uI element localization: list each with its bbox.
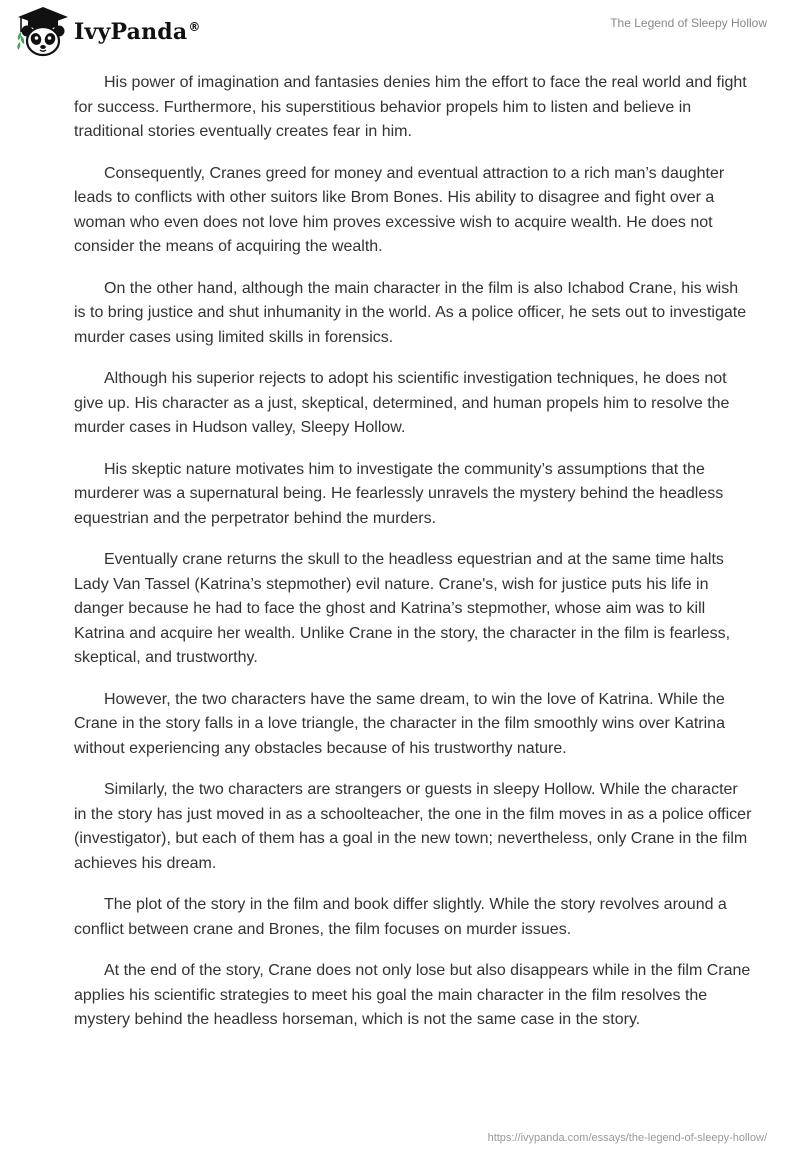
paragraph: At the end of the story, Crane does not only lose but also disappears while in the film Crane applies his scientific strategies to meet his goal the main character in the film resolves the mystery behind the headless horseman, which is not the same case in the story. — [74, 962, 751, 1028]
paragraph: On the other hand, although the main character in the film is also Ichabod Crane, his wish is to bring justice and shut inhumanity in the world. As a police officer, he sets out to investigate murder cases using limited skills in forensics. — [74, 279, 747, 346]
registered-mark: ® — [188, 19, 201, 34]
page-header — [0, 0, 800, 70]
paragraph: Although his superior rejects to adopt his scientific investigation techniques, he does not give up. His character as a just, skeptical, determined, and human propels him to resolve the murder cases in Hudson valley, Sleepy Hollow. — [74, 370, 730, 436]
panda-graduate-icon — [14, 6, 72, 58]
document-title: The Legend of Sleepy Hollow — [610, 16, 767, 30]
brand-name: IvyPanda® — [74, 19, 201, 45]
paragraph: Consequently, Cranes greed for money and eventual attraction to a rich man’s daughter leads to conflicts with other suitors like Brom Bones. His ability to disagree and fight over a woman who even does not love him proves excessive wish to acquire wealth. He does not consider the means of acquiring the wealth. — [74, 164, 725, 255]
paragraph: His skeptic nature motivates him to investigate the community’s assumptions that the murderer was a supernatural being. He fearlessly unravels the mystery behind the headless equestrian and the perpetrator behind the murders. — [74, 460, 724, 527]
paragraph: Similarly, the two characters are strangers or guests in sleepy Hollow. While the character in the story has just moved in as a schoolteacher, the one in the film moves in as a police officer (investigator), but each of them has a goal in the new town; nevertheless, only Crane in the film achieves his dream. — [74, 781, 752, 872]
paragraph: His power of imagination and fantasies denies him the effort to face the real world and fight for success. Furthermore, his superstitious behavior propels him to listen and believe in traditional stories eventually creates fear in him. — [74, 74, 747, 140]
essay-body — [74, 71, 754, 1050]
paragraph: However, the two characters have the same dream, to win the love of Katrina. While the Crane in the story falls in a love triangle, the character in the film smoothly wins over Katrina without experiencing any obstacles because of his trustworthy nature. — [74, 690, 725, 757]
source-url[interactable]: https://ivypanda.com/essays/the-legend-of-sleepy-hollow/ — [487, 1132, 767, 1144]
paragraph: Eventually crane returns the skull to the headless equestrian and at the same time halts Lady Van Tassel (Katrina’s stepmother) evil nature. Crane's, wish for justice puts his life in danger because he had to face the ghost and Katrina’s stepmother, whose aim was to kill Katrina and acquire her wealth. Unlike Crane in the story, the character in the film is fearless, skeptical, and trustworthy. — [74, 551, 731, 666]
paragraph: The plot of the story in the film and book differ slightly. While the story revolves around a conflict between crane and Brones, the film focuses on murder issues. — [74, 896, 727, 938]
brand-logo[interactable] — [14, 6, 201, 58]
